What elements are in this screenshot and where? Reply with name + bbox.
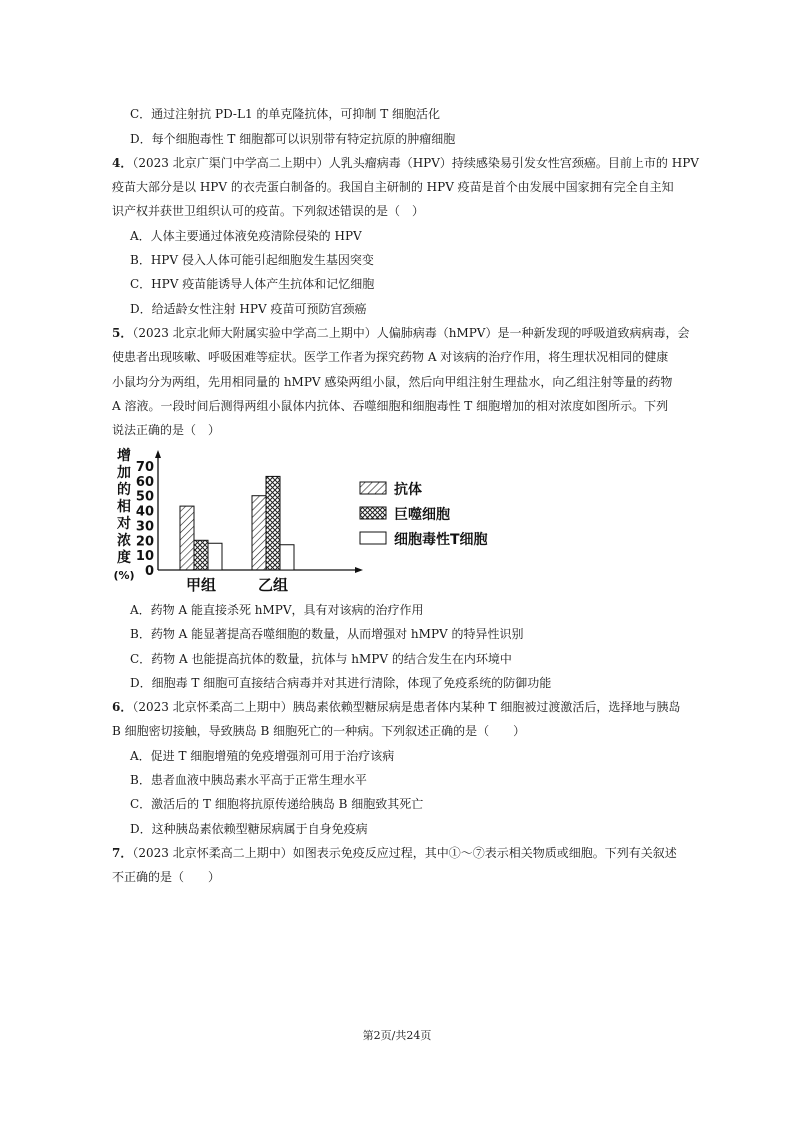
q7-stem-line-2: 不正确的是（ ）: [112, 870, 221, 884]
legend-label: 细胞毒性T细胞: [394, 532, 488, 548]
legend-label: 巨噬细胞: [394, 507, 450, 523]
q6-option-a: A．促进 T 细胞增殖的免疫增强剂可用于治疗该病: [130, 749, 395, 763]
y-axis-arrow: [155, 450, 161, 458]
q4-option-b: B．HPV 侵入人体可能引起细胞发生基因突变: [130, 253, 374, 267]
ytick-label: 70: [135, 460, 154, 475]
q6-stem-line-1: 6．（2023 北京怀柔高二上期中）胰岛素依赖型糖尿病是患者体内某种 T 细胞被过渡激活后，选择地与胰岛: [112, 700, 681, 714]
q7-stem-line-1: 7．（2023 北京怀柔高二上期中）如图表示免疫反应过程，其中①～⑦表示相关物质或细胞。下列有关叙述: [112, 846, 677, 860]
ylabel-char: 对: [117, 516, 131, 532]
ytick-label: 60: [135, 474, 154, 490]
q5-stem-line-4: A 溶液。一段时间后测得两组小鼠体内抗体、吞噬细胞和细胞毒性 T 细胞增加的相对浓度如图所示。下列: [112, 399, 669, 413]
ytick-label: 40: [135, 504, 154, 520]
q4-stem-line-3: 识产权并获世卫组织认可的疫苗。下列叙述错误的是（ ）: [112, 204, 425, 218]
bar-1-1: [266, 476, 280, 570]
ylabel-char: (%): [113, 569, 135, 582]
q6-option-d: D．这种胰岛素依赖型糖尿病属于自身免疫病: [130, 822, 368, 836]
bar-2-1: [280, 545, 294, 570]
q4-number: 4．: [112, 156, 133, 170]
ylabel-char: 加: [117, 465, 131, 481]
q6-stem-line-2: B 细胞密切接触，导致胰岛 B 细胞死亡的一种病。下列叙述正确的是（ ）: [112, 724, 526, 738]
q6-option-c: C．激活后的 T 细胞将抗原传递给胰岛 B 细胞致其死亡: [130, 797, 424, 811]
q4-option-c: C．HPV 疫苗能诱导人体产生抗体和记忆细胞: [130, 277, 375, 291]
q5-option-a: A．药物 A 能直接杀死 hMPV，具有对该病的治疗作用: [130, 603, 424, 617]
ytick-label: 20: [135, 534, 154, 550]
q3-option-c: C．通过注射抗 PD-L1 的单克隆抗体，可抑制 T 细胞活化: [130, 107, 441, 121]
ytick-label: 50: [135, 489, 154, 505]
q4-option-a: A．人体主要通过体液免疫清除侵染的 HPV: [130, 229, 362, 243]
legend-label: 抗体: [394, 482, 422, 498]
q5-stem-line-5: 说法正确的是（ ）: [112, 423, 221, 437]
q5-stem-line-3: 小鼠均分为两组，先用相同量的 hMPV 感染两组小鼠，然后向甲组注射生理盐水，向乙组注射等量的药物: [112, 375, 673, 389]
q5-option-b: B．药物 A 能显著提高吞噬细胞的数量，从而增强对 hMPV 的特异性识别: [130, 627, 524, 641]
ylabel-char: 相: [117, 499, 131, 515]
q7-number: 7．: [112, 846, 133, 860]
legend-swatch: [360, 532, 386, 544]
x-axis-arrow: [355, 567, 363, 573]
ylabel-char: 浓: [117, 533, 131, 549]
immune-bar-chart: [110, 440, 530, 600]
q5-stem-line-1: 5．（2023 北京北师大附属实验中学高二上期中）人偏肺病毒（hMPV）是一种新发现的呼吸道致病病毒，会: [112, 326, 690, 340]
category-label: 乙组: [257, 576, 289, 594]
ytick-label: 30: [135, 519, 154, 535]
bar-1-0: [194, 540, 208, 570]
q6-number: 6．: [112, 700, 133, 714]
q3-option-d: D．每个细胞毒性 T 细胞都可以识别带有特定抗原的肿瘤细胞: [130, 132, 456, 146]
q5-option-d: D．细胞毒 T 细胞可直接结合病毒并对其进行清除，体现了免疫系统的防御功能: [130, 676, 552, 690]
category-label: 甲组: [185, 576, 217, 594]
legend-swatch: [360, 507, 386, 519]
bar-0-1: [252, 496, 266, 570]
bar-0-0: [180, 506, 194, 570]
ylabel-char: 增: [117, 448, 131, 464]
bar-2-0: [208, 543, 222, 570]
q4-option-d: D．给适龄女性注射 HPV 疫苗可预防宫颈癌: [130, 302, 367, 316]
q6-option-b: B．患者血液中胰岛素水平高于正常生理水平: [130, 773, 367, 787]
q5-option-c: C．药物 A 也能提高抗体的数量，抗体与 hMPV 的结合发生在内环境中: [130, 652, 512, 666]
q5-number: 5．: [112, 326, 133, 340]
q4-stem-line-1: 4．（2023 北京广渠门中学高二上期中）人乳头瘤病毒（HPV）持续感染易引发女性宫颈癌。目前上市的 HPV: [112, 156, 699, 170]
legend-swatch: [360, 482, 386, 494]
ytick-label: 0: [144, 564, 154, 579]
q4-stem-line-2: 疫苗大部分是以 HPV 的衣壳蛋白制备的。我国自主研制的 HPV 疫苗是首个由发展中国家拥有完全自主知: [112, 180, 674, 194]
ylabel-char: 的: [117, 482, 131, 498]
ylabel-char: 度: [117, 550, 131, 566]
ytick-label: 10: [135, 549, 154, 565]
q5-stem-line-2: 使患者出现咳嗽、呼吸困难等症状。医学工作者为探究药物 A 对该病的治疗作用，将生理状况相同的健康: [112, 350, 669, 364]
page-footer: 第2页/共24页: [362, 1029, 432, 1042]
